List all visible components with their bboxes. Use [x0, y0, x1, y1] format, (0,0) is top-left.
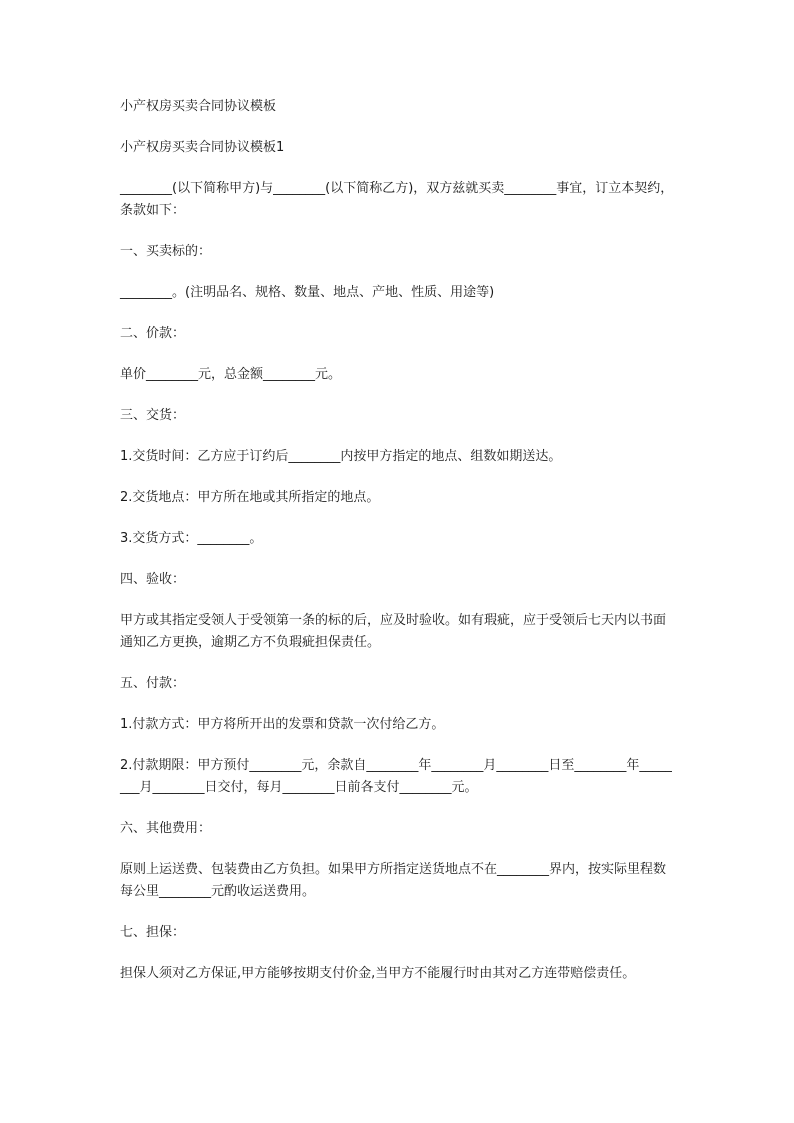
heading-delivery: 三、交货： — [120, 408, 186, 423]
paragraph-guarantee: 担保人须对乙方保证,甲方能够按期支付价金,当甲方不能履行时由其对乙方连带赔偿责任。 — [120, 966, 636, 981]
paragraph-delivery-time: 1.交货时间：乙方应于订约后________内按甲方指定的地点、组数如期送达。 — [120, 449, 562, 464]
heading-guarantee: 七、担保： — [120, 925, 186, 940]
paragraph-payment-method: 1.付款方式：甲方将所开出的发票和贷款一次付给乙方。 — [120, 717, 445, 732]
document-title: 小产权房买卖合同协议模板 — [120, 99, 277, 114]
paragraph-subject: ________。(注明品名、规格、数量、地点、产地、性质、用途等) — [120, 285, 495, 300]
heading-subject: 一、买卖标的： — [120, 244, 212, 259]
heading-price: 二、价款： — [120, 326, 186, 341]
paragraph-inspection: 甲方或其指定受领人于受领第一条的标的后，应及时验收。如有瑕疵，应于受领后七天内以书面通知乙方更换，逾期乙方不负瑕疵担保责任。 — [120, 613, 667, 650]
document-page — [120, 96, 676, 1004]
paragraph-payment-term: 2.付款期限：甲方预付________元，余款自________年________月________日至________年________月________日交付，每月________日前各支付________元。 — [120, 758, 672, 795]
document-subtitle: 小产权房买卖合同协议模板1 — [120, 140, 285, 155]
paragraph-delivery-method: 3.交货方式：________。 — [120, 531, 263, 546]
paragraph-delivery-place: 2.交货地点：甲方所在地或其所指定的地点。 — [120, 490, 380, 505]
heading-other-fees: 六、其他费用： — [120, 821, 212, 836]
heading-inspection: 四、验收： — [120, 572, 186, 587]
paragraph-price: 单价________元，总金额________元。 — [120, 367, 342, 382]
paragraph-parties: ________(以下简称甲方)与________(以下简称乙方)，双方兹就买卖________事宜，订立本契约，条款如下： — [120, 181, 674, 218]
heading-payment: 五、付款： — [120, 676, 186, 691]
paragraph-other-fees: 原则上运送费、包装费由乙方负担。如果甲方所指定送货地点不在________界内，按实际里程数每公里________元酌收运送费用。 — [120, 862, 667, 899]
